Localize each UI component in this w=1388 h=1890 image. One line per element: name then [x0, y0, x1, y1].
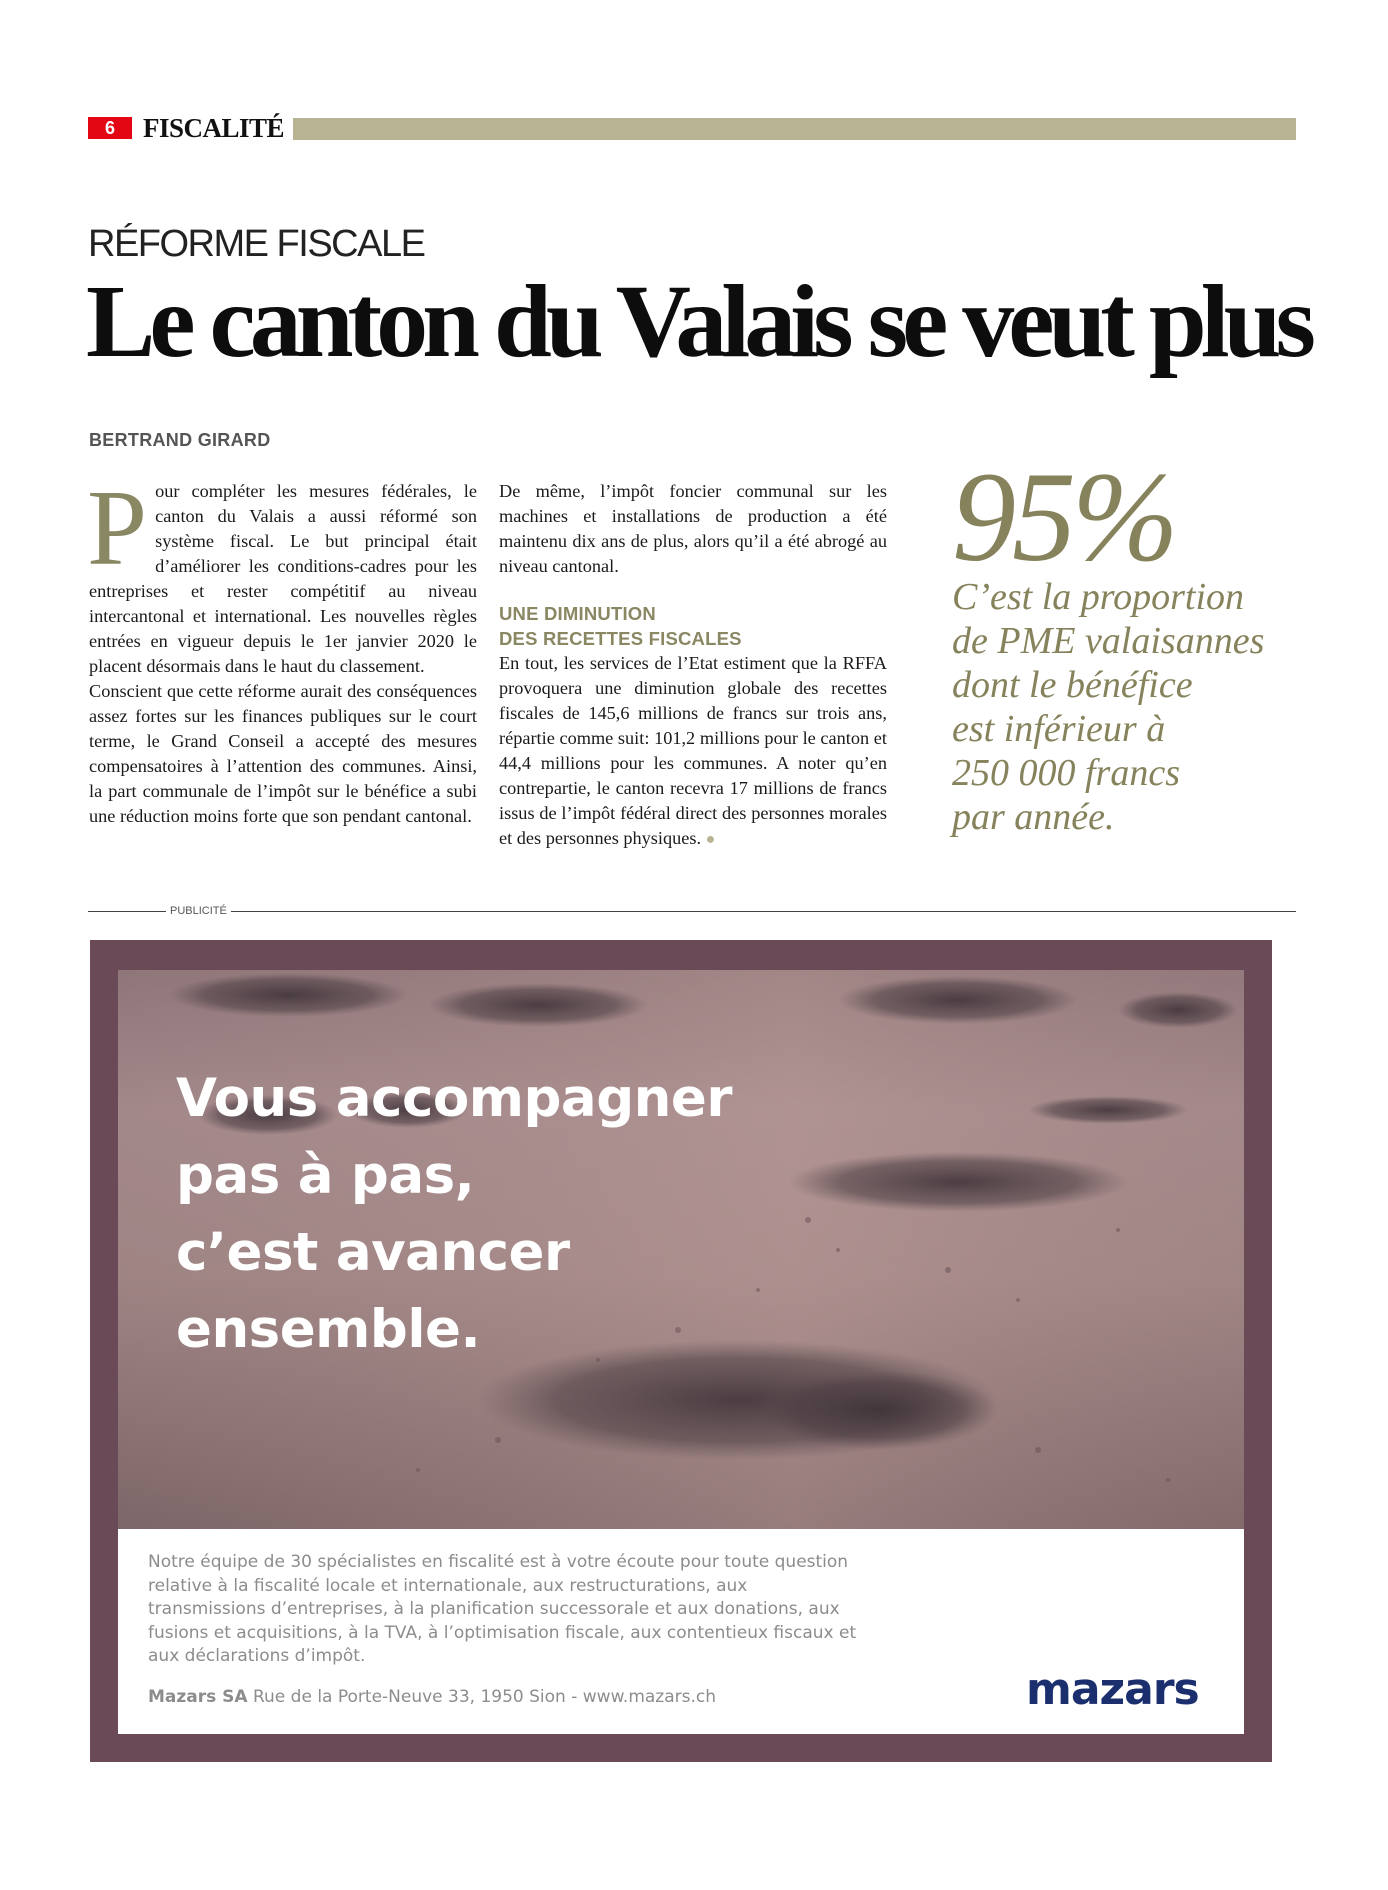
mazars-advertisement[interactable]: [90, 940, 1272, 1762]
paragraph-text: our compléter les mesures fédérales, le canton du Valais a aussi réformé son système fiscal. Le but principal était d’améliorer les conditions-cadres pour les entreprises et rester compétitif au niveau intercantonal et international. Les nouvelles règles entrées en vigueur depuis le 1er janvier 2020 le placent désormais dans le haut du classement.: [89, 481, 477, 676]
page-header: [88, 113, 1296, 143]
header-rule: [293, 118, 1296, 140]
article-column-2: [499, 479, 887, 852]
ad-headline: [176, 1060, 876, 1368]
page-number: 6: [88, 117, 132, 139]
article-subhead: [499, 601, 887, 651]
mazars-logo[interactable]: mazars: [1026, 1664, 1199, 1715]
article-paragraph: De même, l’impôt foncier communal sur les machines et installations de production a été maintenu dix ans de plus, alors qu’il a été abrogé au niveau cantonal.: [499, 481, 887, 576]
end-mark-icon: ●: [705, 831, 716, 848]
stat-caption-line: 250 000 francs: [952, 752, 1180, 794]
article-kicker: RÉFORME FISCALE: [88, 223, 425, 265]
publicite-divider: [88, 911, 1296, 912]
ad-body-text: Notre équipe de 30 spécialistes en fiscalité est à votre écoute pour toute question relative à la fiscalité locale et internationale, aux restructurations, aux transmissions d’entreprises, à la planification successorale et aux donations, aux fusions et acquisitions, à la TVA, à l’optimisation fiscale, aux contentieux fiscaux et aux déclarations d’impôt.: [148, 1552, 857, 1666]
ad-address[interactable]: Rue de la Porte-Neuve 33, 1950 Sion - www.mazars.ch: [252, 1687, 717, 1707]
stat-caption-line: C’est la proportion: [952, 576, 1245, 618]
article-byline: BERTRAND GIRARD: [89, 430, 271, 450]
article-headline: Le canton du Valais se veut plus: [86, 264, 1310, 379]
paragraph-text: En tout, les services de l’Etat estiment que la RFFA provoquera une diminution globale des recettes fiscales de 145,6 millions de francs sur trois ans, répartie comme suit: 101,2 millions pour le canton et 44,4 millions pour les communes. A noter qu’en contrepartie, le canton recevra 17 millions de francs issus de l’impôt fédéral direct des personnes morales et des personnes physiques.: [499, 653, 887, 848]
stat-caption-line: est inférieur à: [952, 708, 1166, 750]
publicite-label: PUBLICITÉ: [166, 903, 231, 919]
stat-caption: [952, 575, 1312, 839]
article-paragraph: Conscient que cette réforme aurait des conséquences assez fortes sur les finances publiques sur le court terme, le Grand Conseil a accepté des mesures compensatoires à l’attention des communes. Ainsi, la part communale de l’impôt sur le bénéfice a subi une réduction moins forte que son pendant cantonal.: [89, 681, 477, 826]
stat-caption-line: de PME valaisannes: [952, 620, 1265, 662]
ad-company: Mazars SA: [148, 1687, 248, 1707]
article-paragraph: [499, 651, 887, 852]
drop-cap: P: [87, 469, 148, 588]
stat-caption-line: par année.: [952, 796, 1115, 838]
footprints-in-sand-image: [118, 970, 1244, 1529]
subhead-line: DES RECETTES FISCALES: [499, 628, 742, 649]
ad-headline-line: c’est avancer: [176, 1222, 570, 1283]
section-label: FISCALITÉ: [143, 113, 285, 143]
ad-headline-line: pas à pas,: [176, 1145, 475, 1206]
ad-headline-line: Vous accompagner: [176, 1068, 732, 1129]
ad-contact: [148, 1687, 716, 1707]
stat-value: 95%: [952, 446, 1175, 588]
subhead-line: UNE DIMINUTION: [499, 603, 656, 624]
stat-caption-line: dont le bénéfice: [952, 664, 1193, 706]
article-column-1: [87, 469, 477, 829]
article-paragraph: [87, 469, 477, 679]
ad-headline-line: ensemble.: [176, 1299, 481, 1360]
ad-text-panel: [118, 1529, 1244, 1734]
